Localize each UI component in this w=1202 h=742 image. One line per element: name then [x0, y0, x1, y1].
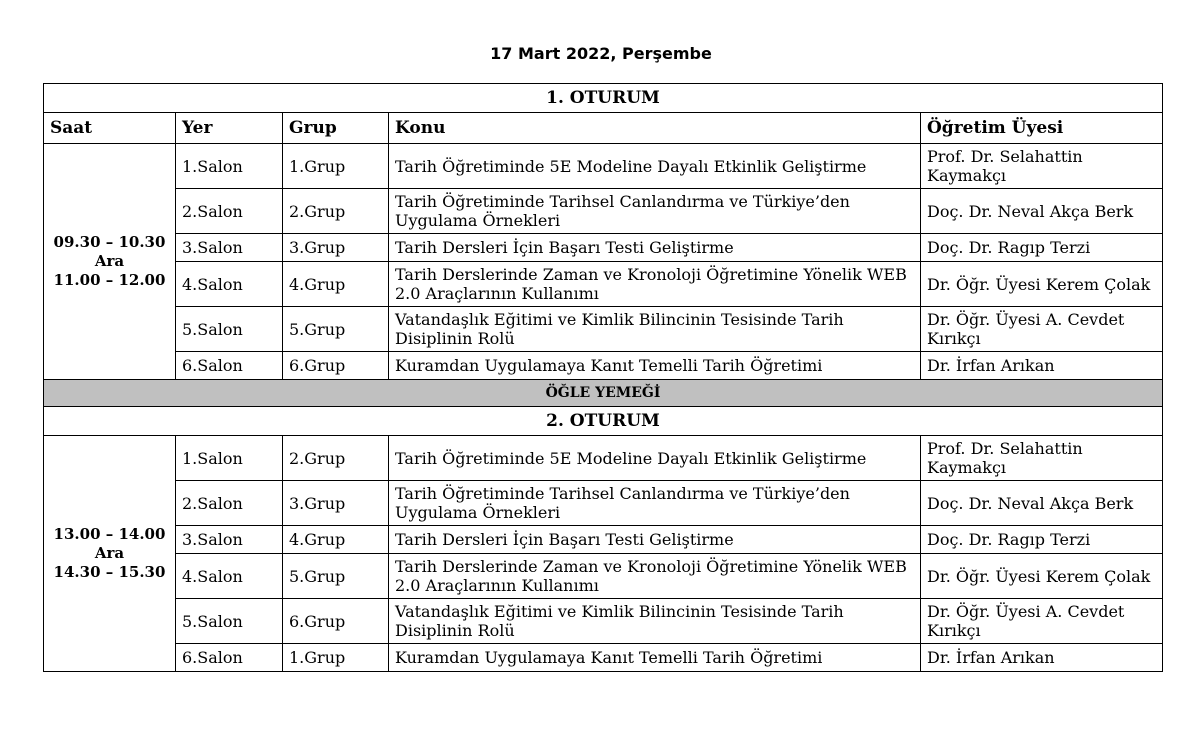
cell-ogretim-uyesi: Doç. Dr. Ragıp Terzi [921, 526, 1163, 554]
cell-grup: 5.Grup [283, 554, 389, 599]
cell-ogretim-uyesi: Dr. Öğr. Üyesi Kerem Çolak [921, 554, 1163, 599]
cell-yer: 1.Salon [176, 144, 283, 189]
table-row [44, 526, 1163, 554]
cell-konu: Tarih Öğretiminde 5E Modeline Dayalı Etkinlik Geliştirme [389, 144, 921, 189]
schedule-table [43, 83, 1163, 672]
cell-yer: 2.Salon [176, 189, 283, 234]
cell-grup: 6.Grup [283, 352, 389, 380]
table-row [44, 234, 1163, 262]
cell-grup: 6.Grup [283, 599, 389, 644]
time-start: 13.00 – 14.00 [53, 525, 166, 543]
cell-konu: Tarih Öğretiminde Tarihsel Canlandırma ve Türkiye’den Uygulama Örnekleri [389, 481, 921, 526]
cell-yer: 1.Salon [176, 436, 283, 481]
cell-konu: Vatandaşlık Eğitimi ve Kimlik Bilincinin Tesisinde Tarih Disiplinin Rolü [389, 599, 921, 644]
table-row [44, 352, 1163, 380]
cell-grup: 1.Grup [283, 644, 389, 672]
cell-konu: Tarih Öğretiminde 5E Modeline Dayalı Etkinlik Geliştirme [389, 436, 921, 481]
table-row [44, 644, 1163, 672]
header-ogretim-uyesi: Öğretim Üyesi [921, 113, 1163, 144]
table-row [44, 481, 1163, 526]
time-break: Ara [94, 252, 125, 270]
cell-yer: 6.Salon [176, 352, 283, 380]
cell-konu: Kuramdan Uygulamaya Kanıt Temelli Tarih Öğretimi [389, 352, 921, 380]
cell-ogretim-uyesi: Prof. Dr. Selahattin Kaymakçı [921, 436, 1163, 481]
cell-yer: 4.Salon [176, 262, 283, 307]
cell-grup: 5.Grup [283, 307, 389, 352]
cell-grup: 2.Grup [283, 189, 389, 234]
session-title: 1. OTURUM [44, 84, 1163, 113]
cell-yer: 5.Salon [176, 307, 283, 352]
header-konu: Konu [389, 113, 921, 144]
table-row [44, 554, 1163, 599]
header-saat: Saat [44, 113, 176, 144]
cell-konu: Vatandaşlık Eğitimi ve Kimlik Bilincinin Tesisinde Tarih Disiplinin Rolü [389, 307, 921, 352]
session-header-row [44, 407, 1163, 436]
session-title: 2. OTURUM [44, 407, 1163, 436]
lunch-label: ÖĞLE YEMEĞİ [44, 380, 1163, 407]
cell-ogretim-uyesi: Prof. Dr. Selahattin Kaymakçı [921, 144, 1163, 189]
cell-grup: 1.Grup [283, 144, 389, 189]
time-cell [44, 144, 176, 380]
time-end: 11.00 – 12.00 [53, 271, 166, 289]
cell-konu: Tarih Derslerinde Zaman ve Kronoloji Öğretimine Yönelik WEB 2.0 Araçlarının Kullanımı [389, 554, 921, 599]
session-header-row [44, 84, 1163, 113]
table-row [44, 599, 1163, 644]
time-cell [44, 436, 176, 672]
table-row [44, 144, 1163, 189]
cell-yer: 2.Salon [176, 481, 283, 526]
table-row [44, 307, 1163, 352]
header-grup: Grup [283, 113, 389, 144]
document-title: 17 Mart 2022, Perşembe [490, 44, 712, 63]
lunch-row [44, 380, 1163, 407]
time-end: 14.30 – 15.30 [53, 563, 166, 581]
cell-ogretim-uyesi: Dr. Öğr. Üyesi Kerem Çolak [921, 262, 1163, 307]
cell-grup: 2.Grup [283, 436, 389, 481]
cell-konu: Tarih Öğretiminde Tarihsel Canlandırma ve Türkiye’den Uygulama Örnekleri [389, 189, 921, 234]
cell-konu: Tarih Dersleri İçin Başarı Testi Geliştirme [389, 526, 921, 554]
table-row [44, 262, 1163, 307]
time-start: 09.30 – 10.30 [53, 233, 166, 251]
cell-yer: 3.Salon [176, 526, 283, 554]
cell-konu: Kuramdan Uygulamaya Kanıt Temelli Tarih Öğretimi [389, 644, 921, 672]
cell-ogretim-uyesi: Doç. Dr. Neval Akça Berk [921, 189, 1163, 234]
cell-ogretim-uyesi: Doç. Dr. Neval Akça Berk [921, 481, 1163, 526]
cell-yer: 3.Salon [176, 234, 283, 262]
cell-ogretim-uyesi: Dr. Öğr. Üyesi A. Cevdet Kırıkçı [921, 307, 1163, 352]
cell-grup: 4.Grup [283, 262, 389, 307]
table-row [44, 189, 1163, 234]
cell-ogretim-uyesi: Dr. Öğr. Üyesi A. Cevdet Kırıkçı [921, 599, 1163, 644]
cell-ogretim-uyesi: Dr. İrfan Arıkan [921, 644, 1163, 672]
cell-grup: 4.Grup [283, 526, 389, 554]
cell-yer: 5.Salon [176, 599, 283, 644]
cell-ogretim-uyesi: Doç. Dr. Ragıp Terzi [921, 234, 1163, 262]
cell-konu: Tarih Derslerinde Zaman ve Kronoloji Öğretimine Yönelik WEB 2.0 Araçlarının Kullanımı [389, 262, 921, 307]
cell-grup: 3.Grup [283, 234, 389, 262]
cell-ogretim-uyesi: Dr. İrfan Arıkan [921, 352, 1163, 380]
header-yer: Yer [176, 113, 283, 144]
table-row [44, 436, 1163, 481]
cell-yer: 4.Salon [176, 554, 283, 599]
cell-yer: 6.Salon [176, 644, 283, 672]
time-break: Ara [94, 544, 125, 562]
column-header-row [44, 113, 1163, 144]
cell-grup: 3.Grup [283, 481, 389, 526]
cell-konu: Tarih Dersleri İçin Başarı Testi Geliştirme [389, 234, 921, 262]
